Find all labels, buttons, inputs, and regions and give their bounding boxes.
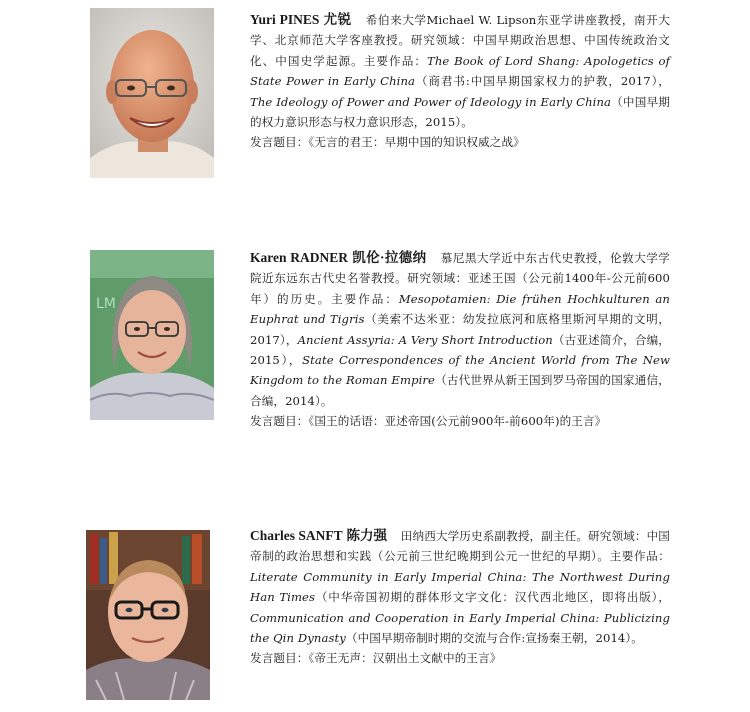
bio-text: （中国早期的权力意识形态与权力意识形态，2015）。	[250, 94, 670, 130]
speaker-name-en: Karen RADNER	[250, 250, 349, 265]
speaker-name-cn: 陈力强	[346, 528, 387, 543]
speaker-photo-radner	[90, 250, 214, 420]
talk-topic: 发言题目：《国王的话语：亚述帝国(公元前900年-前600年)的王言》	[250, 414, 607, 429]
portrait-pines-image	[90, 8, 214, 178]
speaker-bio-sanft	[250, 526, 670, 669]
bio-text: （商君书:中国早期国家权力的护教，2017），	[415, 74, 670, 89]
talk-topic: 发言题目：《帝王无声：汉朝出土文献中的王言》	[250, 651, 502, 666]
portrait-radner-image	[90, 250, 214, 420]
work-title: Mesopotamien: Die frühen Hochkulturen an Euphrat und Tigris	[250, 291, 670, 327]
talk-topic: 发言题目：《无言的君王：早期中国的知识权威之战》	[250, 135, 525, 150]
speaker-photo-pines	[90, 8, 214, 178]
work-title: Literate Community in Early Imperial China: The Northwest During Han Times	[250, 569, 670, 605]
svg-text:LM: LM	[96, 296, 116, 312]
speaker-photo-sanft	[86, 530, 210, 700]
work-title: State Correspondences of the Ancient World from The New Kingdom to the Roman Empire	[250, 353, 670, 388]
bio-text: （美索不达米亚：幼发拉底河和底格里斯河早期的文明，2017），	[250, 312, 670, 347]
work-title: Communication and Cooperation in Early Imperial China: Publicizing the Qin Dynasty	[250, 610, 670, 646]
bio-text: 田纳西大学历史系副教授，副主任。研究领域：中国帝制的政治思想和实践（公元前三世纪晚期到公元一世纪的早期）。主要作品：	[250, 529, 670, 564]
speaker-name-cn: 凯伦·拉德纳	[352, 250, 427, 265]
portrait-sanft-image	[86, 530, 210, 700]
bio-text: （古亚述简介，合编，2015），	[250, 332, 670, 368]
work-title: The Ideology of Power and Power of Ideology in Early China	[250, 94, 612, 109]
speaker-bio-pines	[250, 10, 670, 153]
speaker-bio-radner	[250, 248, 670, 432]
speaker-name-cn: 尤锐	[323, 12, 352, 27]
bio-text: （中华帝国初期的群体形文字文化：汉代西北地区，即将出版），	[315, 590, 670, 605]
speaker-name-en: Charles SANFT	[250, 528, 343, 543]
bio-text: （中国早期帝制时期的交流与合作:宣扬秦王朝，2014）。	[345, 631, 643, 646]
bio-text: （古代世界从新王国到罗马帝国的国家通信，合编，2014）。	[250, 373, 670, 408]
work-title: Ancient Assyria: A Very Short Introduction	[297, 332, 553, 347]
speaker-name-en: Yuri PINES	[250, 12, 320, 27]
work-title: The Book of Lord Shang: Apologetics of State Power in Early China	[250, 53, 670, 89]
bio-text: 慕尼黑大学近中东古代史教授，伦敦大学学院近东远东古代史名誉教授。研究领域：亚述王国（公元前1400年-公元前600年）的历史。主要作品：	[250, 251, 671, 306]
bio-text: 希伯来大学Michael W. Lipson东亚学讲座教授，南开大学、北京师范大学客座教授。研究领域：中国早期政治思想、中国传统政治文化、中国史学起源。主要作品：	[250, 13, 670, 68]
